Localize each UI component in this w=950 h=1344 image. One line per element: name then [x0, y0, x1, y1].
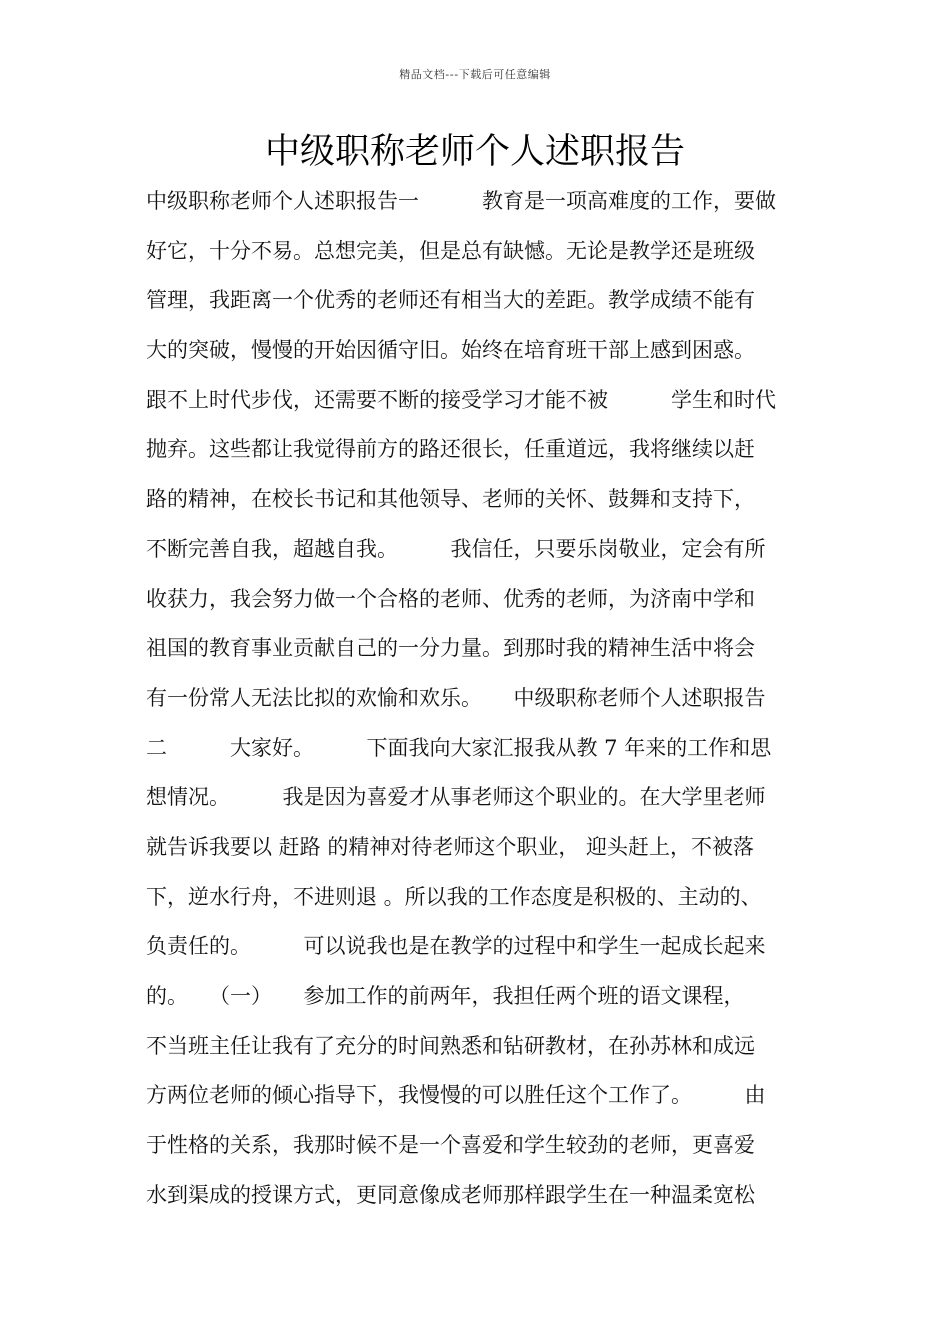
body-line: 大的突破，慢慢的开始因循守旧。始终在培育班干部上感到困惑。: [146, 338, 755, 363]
body-line: 于性格的关系，我那时候不是一个喜爱和学生较劲的老师，更喜爱: [146, 1133, 755, 1158]
document-title: 中级职称老师个人述职报告: [264, 132, 685, 172]
body-line: 的。 （一） 参加工作的前两年，我担任两个班的语文课程，: [146, 984, 745, 1008]
body-line: 跟不上时代步伐，还需要不断的接受学习才能不被 学生和时代: [146, 387, 776, 412]
body-line: 中级职称老师个人述职报告一 教育是一项高难度的工作，要做: [146, 189, 776, 213]
body-line: 好它，十分不易。总想完美，但是总有缺憾。无论是教学还是班级: [146, 238, 755, 263]
body-line: 方两位老师的倾心指导下，我慢慢的可以胜任这个工作了。 由: [146, 1083, 766, 1108]
body-line: 水到渠成的授课方式，更同意像成老师那样跟学生在一种温柔宽松: [146, 1182, 755, 1207]
body-line: 管理，我距离一个优秀的老师还有相当大的差距。教学成绩不能有: [146, 288, 755, 313]
body-line: 有一份常人无法比拟的欢愉和欢乐。 中级职称老师个人述职报告: [146, 685, 766, 710]
body-line: 抛弃。这些都让我觉得前方的路还很长，任重道远，我将继续以赶: [146, 437, 755, 462]
body-line: 负责任的。 可以说我也是在教学的过程中和学生一起成长起来: [146, 934, 766, 959]
body-line: 收获力，我会努力做一个合格的老师、优秀的老师，为济南中学和: [146, 586, 755, 611]
body-line: 不当班主任让我有了充分的时间熟悉和钻研教材，在孙苏林和成远: [146, 1033, 755, 1058]
body-line: 下，逆水行舟，不进则退 。所以我的工作态度是积极的、主动的、: [146, 884, 762, 909]
body-line: 想情况。 我是因为喜爱才从事老师这个职业的。在大学里老师: [146, 785, 766, 810]
document-body: [146, 178, 808, 1221]
header-note: 精品文档---下载后可任意编辑: [399, 68, 551, 81]
body-line: 祖国的教育事业贡献自己的一分力量。到那时我的精神生活中将会: [146, 636, 755, 661]
body-line: 就告诉我要以 赶路 的精神对待老师这个职业， 迎头赶上，不被落: [146, 834, 755, 859]
body-line: 不断完善自我，超越自我。 我信任，只要乐岗敬业，定会有所: [146, 536, 766, 561]
body-line: 路的精神，在校长书记和其他领导、老师的关怀、鼓舞和支持下，: [146, 487, 755, 512]
body-line: 二 大家好。 下面我向大家汇报我从教 7 年来的工作和思: [146, 735, 772, 760]
